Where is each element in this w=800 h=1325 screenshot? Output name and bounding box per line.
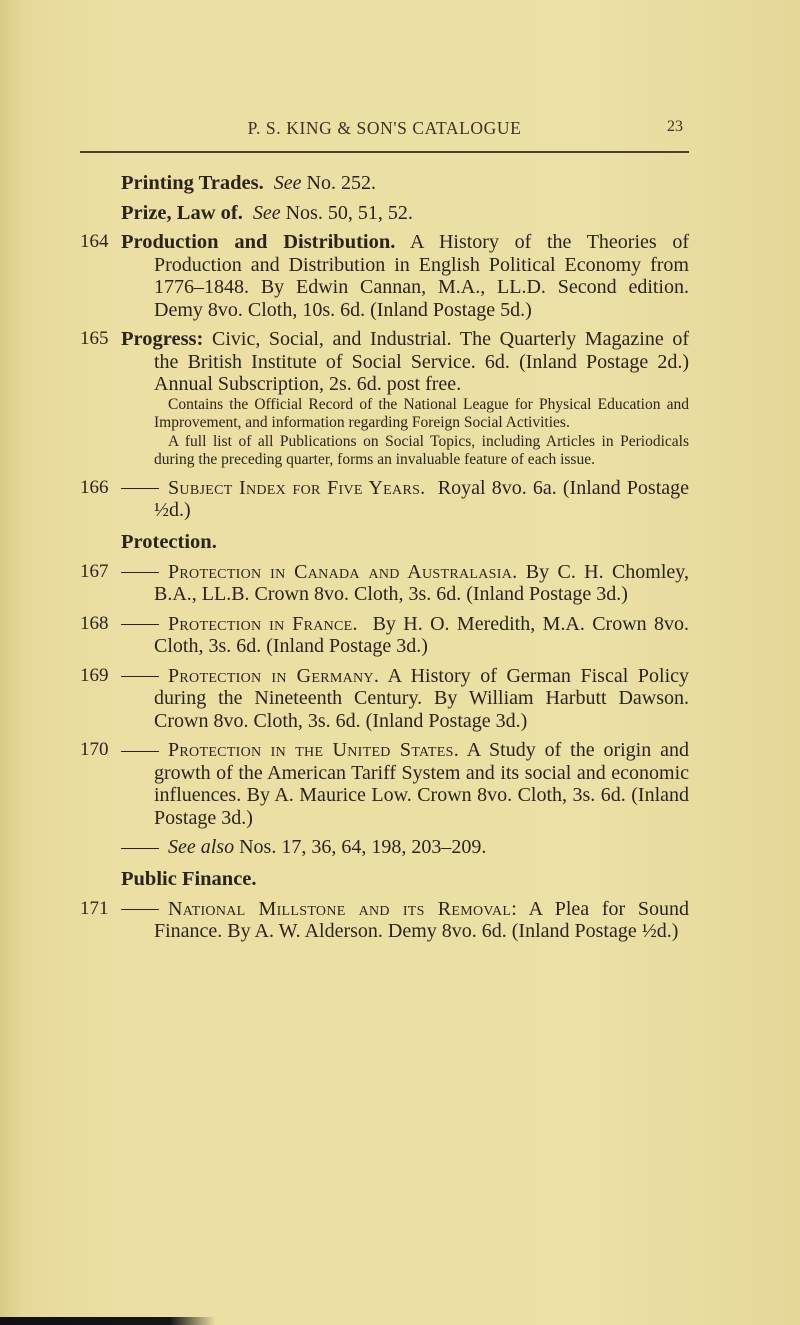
- entry-text: [121, 739, 694, 829]
- catalogue-entry: [80, 476, 695, 522]
- entry-number: 171: [80, 897, 109, 919]
- entry-text: [121, 202, 689, 225]
- entry-description: Civic, Social, and Industrial. The Quarterly Magazine of the British Institute of Social Service. 6d. (Inland Postage 2d.) Annual Subscription, 2s. 6d. post free.: [154, 328, 694, 395]
- entry-text: [121, 897, 694, 943]
- entry-number: 169: [80, 664, 109, 686]
- entry-description: A Study of the origin and growth of the American Tariff System and its social and economic influences. By A. Maurice Low. Crown 8vo. Cloth, 3s. 6d. (Inland Postage 3d.): [154, 739, 694, 829]
- entry-text: [121, 612, 695, 658]
- entry-description: Nos. 50, 51, 52.: [280, 201, 413, 224]
- entry-text: [121, 560, 694, 606]
- entry-description: By C. H. Chomley, B.A., LL.B. Crown 8vo. Cloth, 3s. 6d. (Inland Postage 3d.): [154, 560, 694, 605]
- entry-text: [121, 172, 689, 195]
- catalogue-entries: [80, 172, 695, 943]
- catalogue-entry: [80, 897, 694, 943]
- entry-text: [121, 836, 689, 859]
- ditto-dash: [121, 676, 159, 677]
- see-reference: See: [252, 201, 281, 224]
- entry-title: Progress:: [121, 328, 204, 350]
- entry-description: Royal 8vo. 6a. (Inland Postage ½d.): [154, 476, 695, 521]
- ditto-dash: [121, 751, 159, 752]
- ditto-dash: [121, 572, 159, 573]
- entry-number: 167: [80, 560, 109, 582]
- entry-description: [243, 202, 253, 224]
- entry-description: [264, 172, 274, 194]
- page-number: 23: [667, 118, 683, 135]
- catalogue-entry: [80, 560, 694, 606]
- see-reference: See: [273, 172, 302, 194]
- catalogue-entry: [80, 202, 689, 225]
- catalogue-title: P. S. KING & SON'S CATALOGUE: [247, 118, 522, 138]
- catalogue-entry: [80, 664, 694, 733]
- entry-title: Prize, Law of.: [121, 201, 243, 224]
- catalogue-entry: [80, 836, 689, 859]
- catalogue-entry: [80, 328, 694, 470]
- entry-description: Nos. 17, 36, 64, 198, 203–209.: [234, 836, 487, 858]
- entry-title: National Millstone and its Removal:: [168, 897, 518, 920]
- entry-text: [121, 231, 694, 321]
- see-reference: See also: [168, 836, 235, 858]
- running-header: [80, 118, 689, 142]
- entry-number: 164: [80, 231, 109, 252]
- entry-title: Printing Trades.: [121, 172, 264, 194]
- entry-note: A full list of all Publications on Social Topics, including Articles in Periodicals during the preceding quarter, forms an invaluable feature of each issue.: [154, 432, 689, 468]
- entry-description: A History of German Fiscal Policy during the Nineteenth Century. By William Harbutt Dawson. Crown 8vo. Cloth, 3s. 6d. (Inland Postage 3d.): [154, 664, 694, 732]
- catalogue-entry: [80, 231, 694, 321]
- entry-number: 170: [80, 739, 109, 760]
- entry-description: By H. O. Meredith, M.A. Crown 8vo. Cloth, 3s. 6d. (Inland Postage 3d.): [154, 612, 695, 657]
- entry-description: No. 252.: [301, 172, 376, 194]
- catalogue-entry: [80, 172, 689, 195]
- ditto-dash: [121, 848, 159, 849]
- section-heading: Protection.: [121, 530, 217, 553]
- header-rule: [80, 151, 689, 153]
- entry-number: 165: [80, 328, 109, 349]
- entry-description: A History of the Theories of Production and Distribution in English Political Economy from 1776–1848. By Edwin Cannan, M.A., LL.D. Second edition. Demy 8vo. Cloth, 10s. 6d. (Inland Postage 5d.): [154, 231, 694, 321]
- entry-title: Subject Index for Five Years.: [168, 476, 426, 499]
- entry-text: [121, 664, 694, 733]
- ditto-dash: [121, 488, 159, 489]
- entry-text: [121, 328, 694, 396]
- entry-number: 168: [80, 612, 109, 634]
- entry-title: Protection in the United States.: [168, 739, 460, 761]
- entry-title: Protection in Germany.: [168, 664, 380, 687]
- entry-title: Protection in France.: [168, 612, 358, 635]
- entry-title: Protection in Canada and Australasia.: [168, 560, 518, 583]
- catalogue-entry: [80, 739, 694, 829]
- ditto-dash: [121, 624, 159, 625]
- entry-text: [121, 476, 695, 522]
- scan-edge-shadow: [0, 1317, 215, 1325]
- section-heading: Public Finance.: [121, 867, 257, 890]
- catalogue-entry: [80, 612, 695, 658]
- entry-description: A Plea for Sound Finance. By A. W. Alderson. Demy 8vo. 6d. (Inland Postage ½d.): [154, 897, 694, 942]
- entry-title: Production and Distribution.: [121, 231, 396, 253]
- ditto-dash: [121, 909, 159, 910]
- entry-number: 166: [80, 476, 109, 498]
- entry-note: Contains the Official Record of the National League for Physical Education and Improvement, and information regarding Foreign Social Activities.: [154, 395, 689, 431]
